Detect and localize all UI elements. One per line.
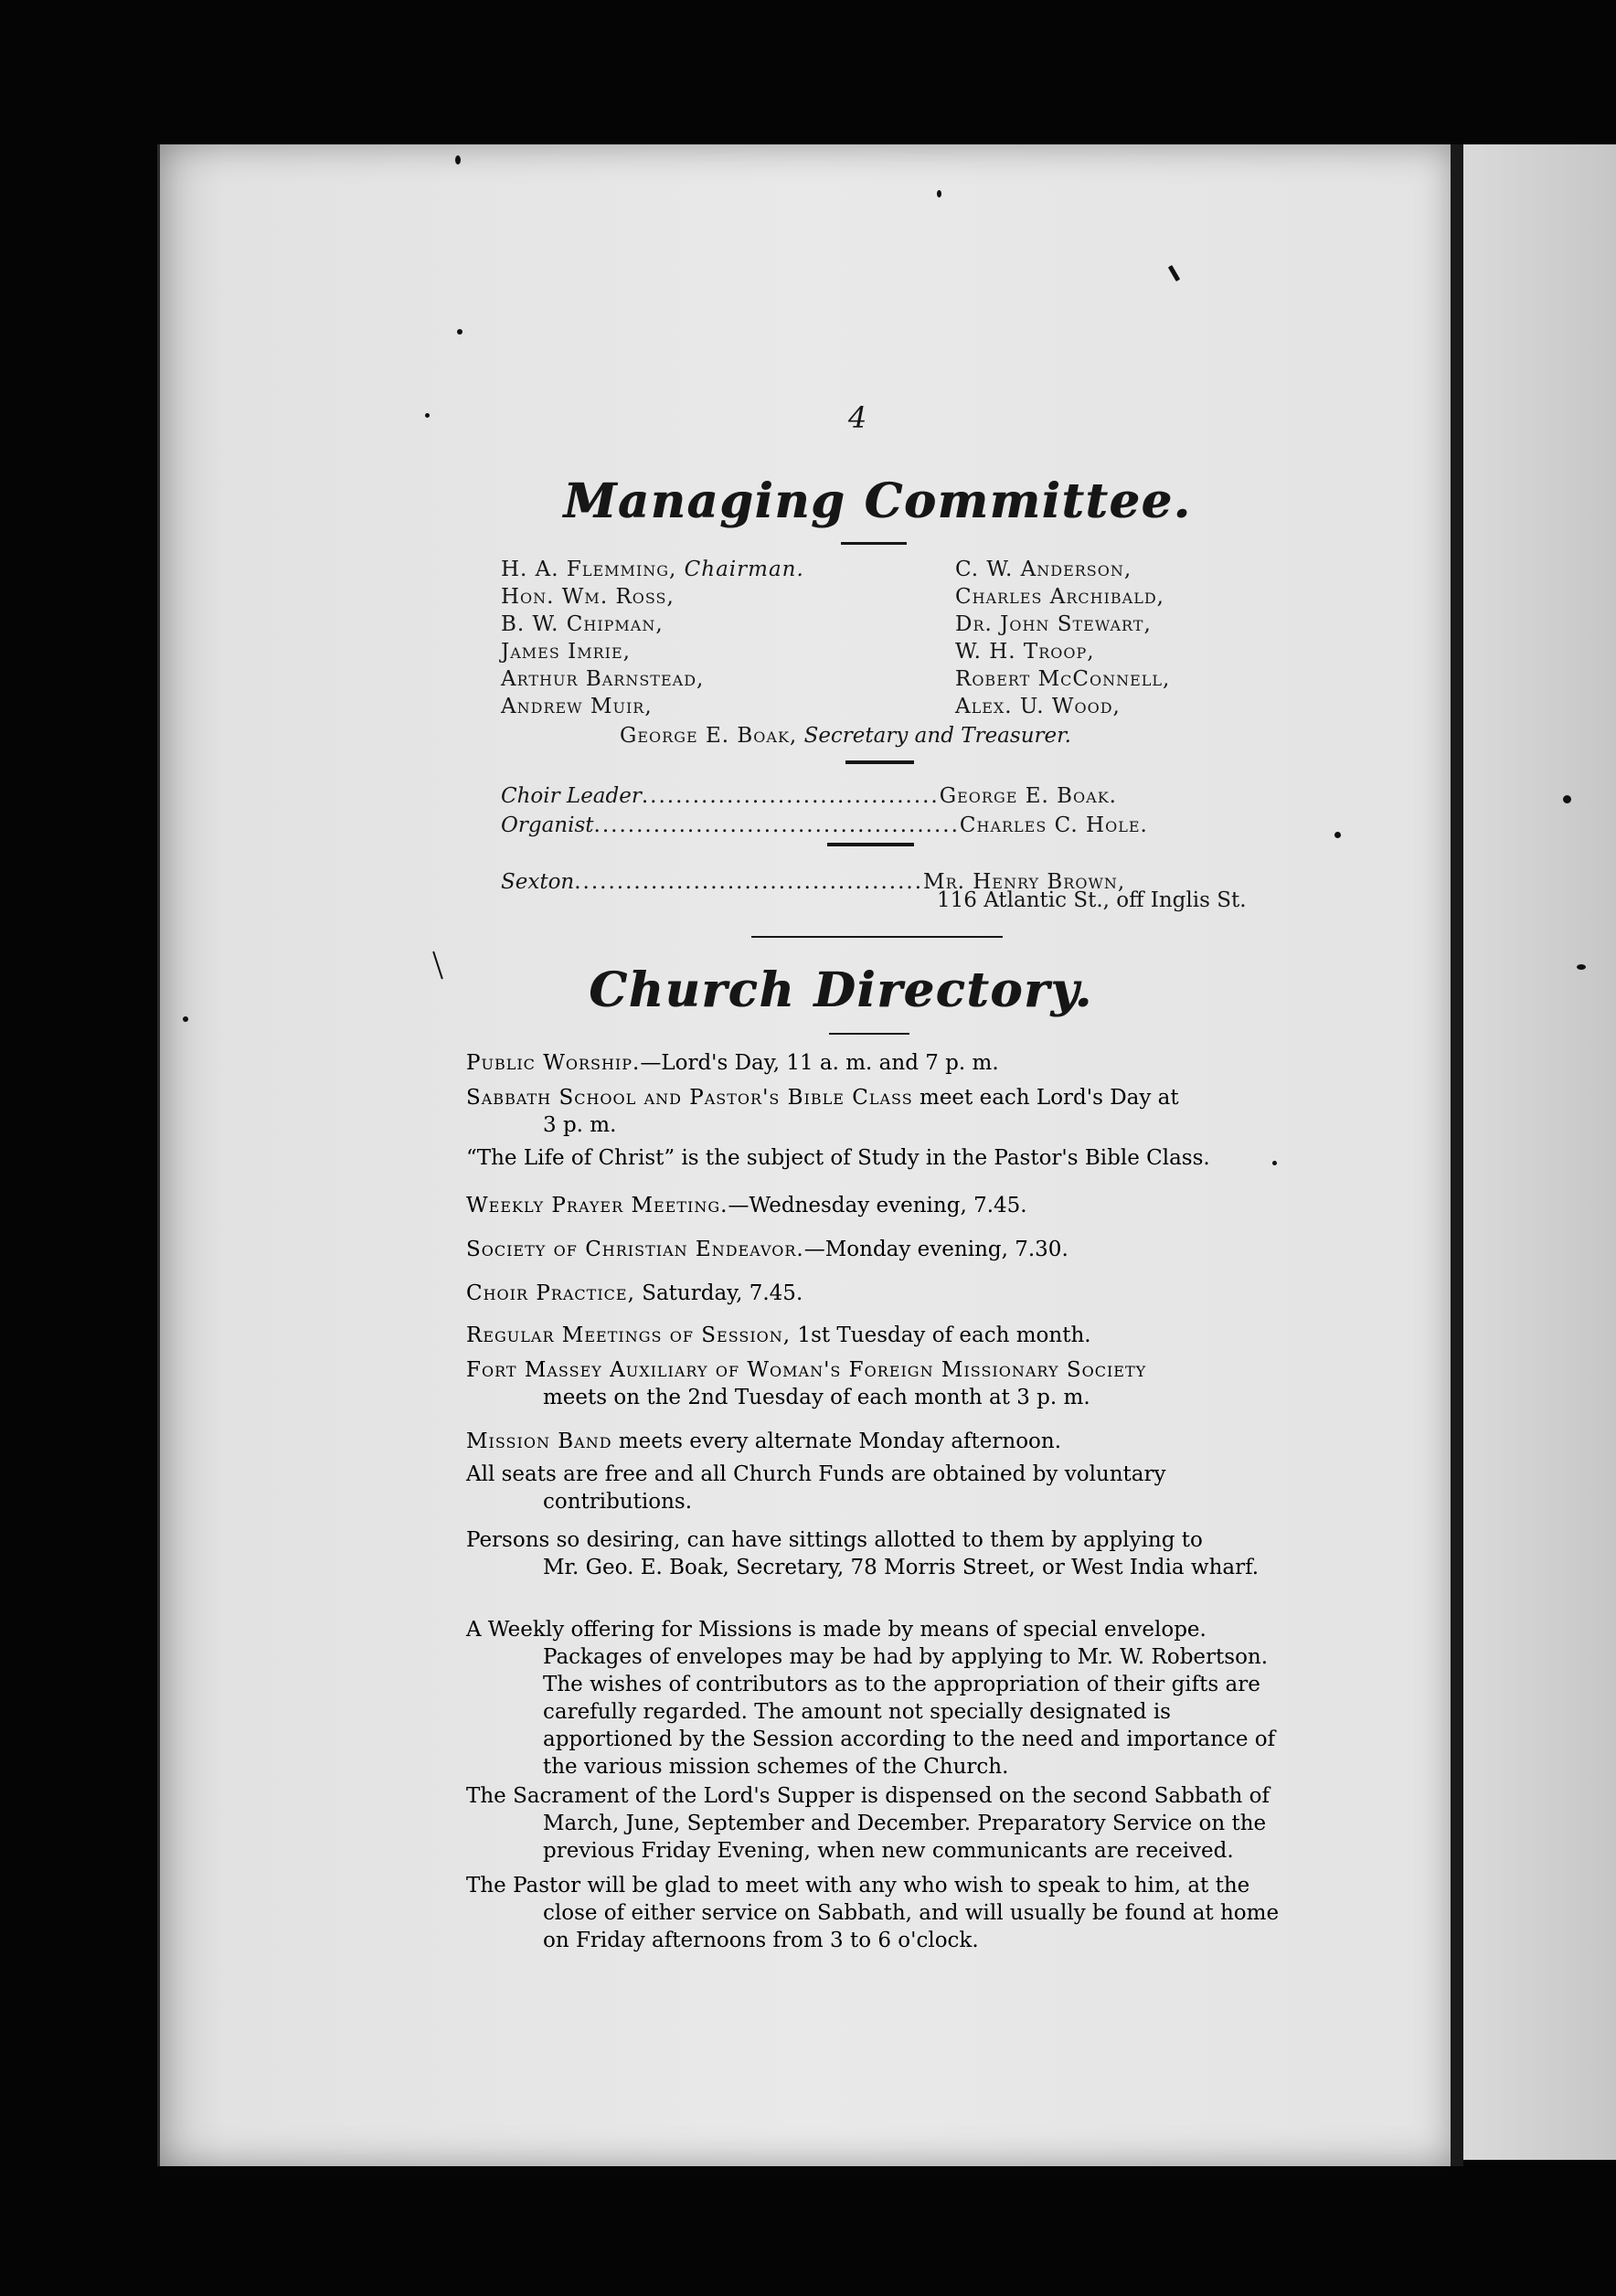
directory-entry: Society of Christian Endeavor.—Monday evening, 7.30. [466, 1238, 1068, 1261]
heading-rule [841, 542, 907, 545]
directory-entry: All seats are free and all Church Funds are obtained by voluntary contributions. [466, 1462, 1166, 1514]
committee-right-column [955, 556, 1170, 720]
page-gutter [1451, 144, 1463, 2166]
scan-speck [1334, 832, 1341, 838]
committee-member: B. W. Chipman, [501, 612, 664, 636]
committee-member: Alex. U. Wood, [955, 695, 1121, 718]
organist-line: Organist...........................................Charles C. Hole. [501, 813, 1148, 837]
scan-speck [457, 329, 462, 335]
section-rule [751, 936, 1003, 938]
scan-speck [937, 190, 941, 197]
scan-speck [1577, 964, 1586, 970]
section-rule [845, 760, 914, 764]
section-rule [827, 843, 914, 846]
directory-entry: Fort Massey Auxiliary of Woman's Foreign Missionary Society meets on the 2nd Tuesday of each month at 3 p. m. [466, 1358, 1147, 1409]
scan-speck [183, 1016, 188, 1022]
committee-member: Dr. John Stewart, [955, 612, 1152, 636]
directory-entry: A Weekly offering for Missions is made by means of special envelope. Packages of envelopes may be had by applying to Mr. W. Robertson. The wishes of contributors as to the appropriation of their gifts are carefully regarded. The amount not specially designated is apportioned by the Session according to the need and importance of the various mission schemes of the Church. [466, 1618, 1276, 1779]
sexton-line: Sexton.........................................Mr. Henry Brown, [501, 870, 1126, 894]
scan-speck [455, 155, 461, 165]
managing-committee-heading: Managing Committee. [563, 473, 1192, 529]
directory-entry: Sabbath School and Pastor's Bible Class meet each Lord's Day at 3 p. m. [466, 1086, 1179, 1137]
committee-member: H. A. Flemming, Chairman. [501, 558, 804, 581]
committee-member: James Imrie, [501, 640, 631, 664]
directory-entry: The Pastor will be glad to meet with any who wish to speak to him, at the close of either service on Sabbath, and will usually be found at home on Friday afternoons from 3 to 6 o'clock. [466, 1874, 1280, 1952]
heading-rule [829, 1033, 909, 1035]
directory-entry: Weekly Prayer Meeting.—Wednesday evening, 7.45. [466, 1194, 1027, 1217]
committee-member: Andrew Muir, [501, 695, 653, 718]
scan-speck [425, 413, 430, 418]
directory-entry: Persons so desiring, can have sittings allotted to them by applying to Mr. Geo. E. Boak, Secretary, 78 Morris Street, or West India wharf. [466, 1528, 1260, 1579]
committee-member: Hon. Wm. Ross, [501, 585, 675, 609]
committee-member: C. W. Anderson, [955, 558, 1132, 581]
directory-entry: Choir Practice, Saturday, 7.45. [466, 1281, 803, 1305]
sexton-address: 116 Atlantic St., off Inglis St. [937, 888, 1247, 912]
directory-entry: The Sacrament of the Lord's Supper is dispensed on the second Sabbath of March, June, September and December. Preparatory Service on the previous Friday Evening, when new communicants are received. [466, 1784, 1270, 1863]
directory-entry: Public Worship.—Lord's Day, 11 a. m. and 7 p. m. [466, 1051, 999, 1075]
directory-entry: “The Life of Christ” is the subject of Study in the Pastor's Bible Class. [466, 1146, 1210, 1170]
directory-entry: Regular Meetings of Session, 1st Tuesday of each month. [466, 1323, 1091, 1347]
scan-speck [1563, 795, 1571, 803]
choir-leader-line: Choir Leader...................................George E. Boak. [501, 784, 1117, 808]
committee-member: W. H. Troop, [955, 640, 1095, 664]
secretary-line: George E. Boak, Secretary and Treasurer. [620, 724, 1071, 748]
committee-member: Arthur Barnstead, [501, 667, 705, 691]
church-directory-heading: Church Directory. [589, 962, 1093, 1018]
committee-member: Robert McConnell, [955, 667, 1171, 691]
page-number: 4 [848, 400, 867, 435]
directory-entry: Mission Band meets every alternate Monday afternoon. [466, 1430, 1062, 1453]
adjacent-page-edge [1463, 144, 1616, 2160]
committee-member: Charles Archibald, [955, 585, 1164, 609]
committee-left-column [501, 556, 804, 720]
